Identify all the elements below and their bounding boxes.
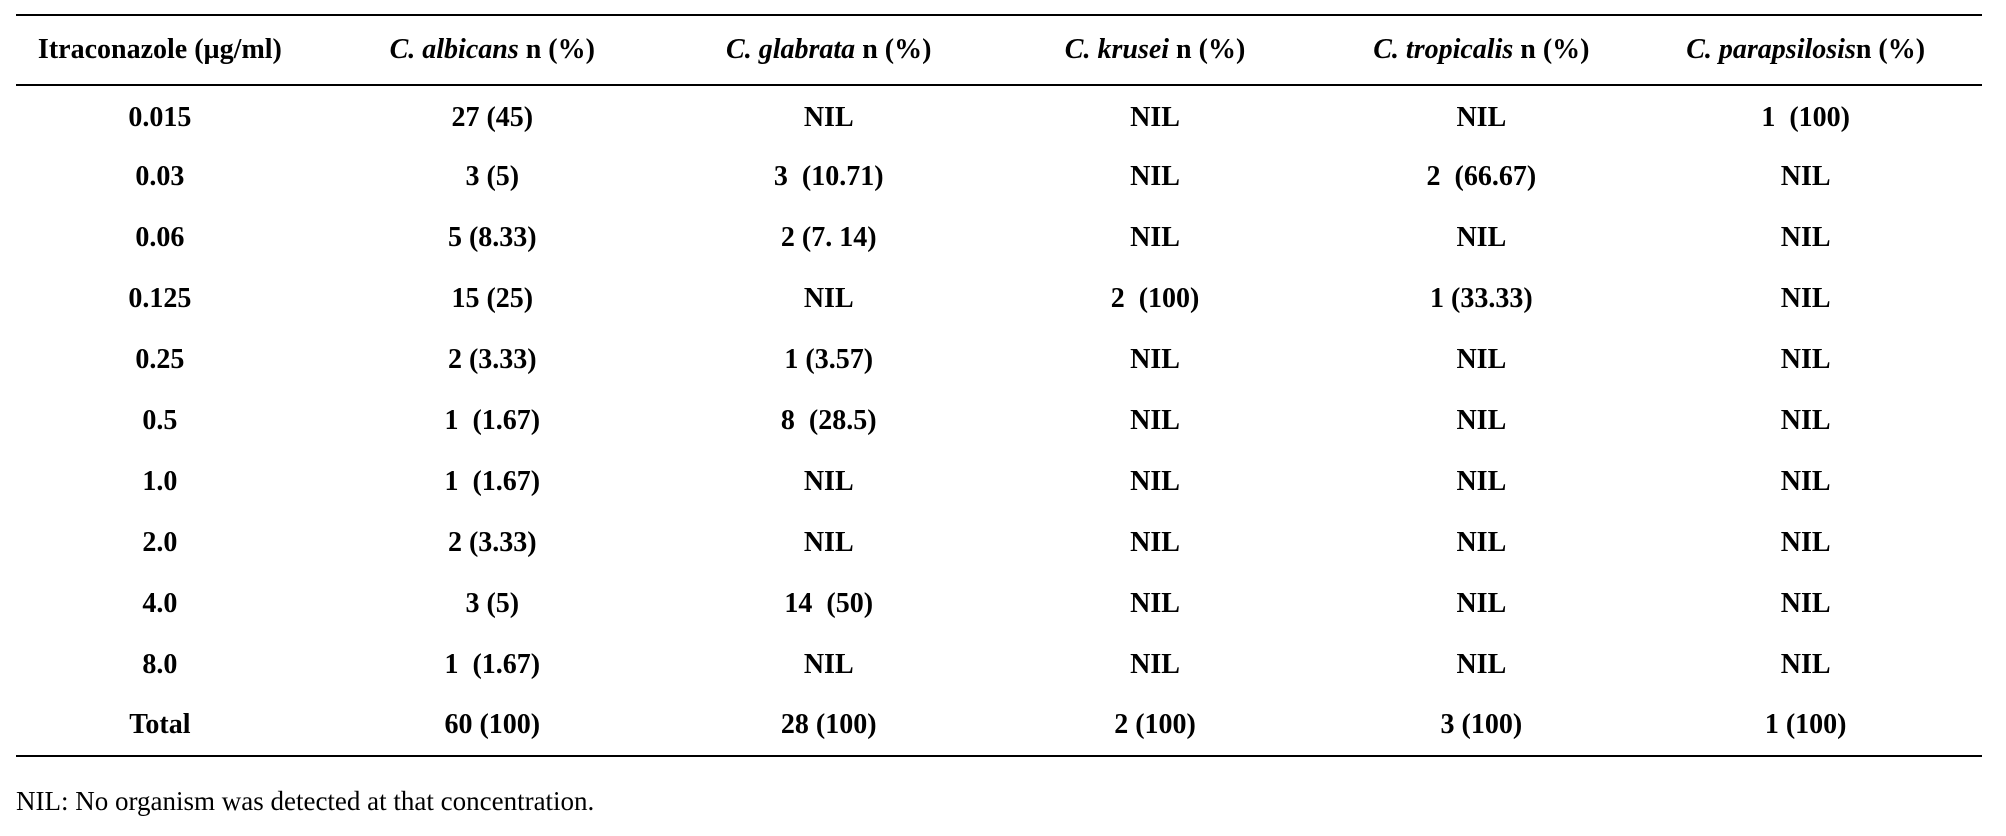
table-cell: NIL <box>1780 404 1831 436</box>
table-cell: NIL <box>803 465 854 497</box>
table-row <box>16 85 1982 146</box>
table-cell: NIL <box>1130 648 1180 680</box>
table-cell: 0.5 <box>142 404 178 436</box>
header-c-albicans: C. albicans n (%) <box>389 34 595 65</box>
itraconazole-mic-table <box>16 14 1982 757</box>
table-cell: 2.0 <box>142 526 178 558</box>
table-row <box>16 573 1982 634</box>
table-cell: 2 (7. 14) <box>780 221 877 253</box>
table-cell: 3 (100) <box>1440 709 1523 740</box>
table-cell: 0.25 <box>135 343 185 375</box>
table-cell: NIL <box>803 648 854 680</box>
table-cell: 3 (5) <box>465 160 520 192</box>
table-cell: 2 (100) <box>1110 282 1200 314</box>
table-cell: NIL <box>1130 465 1180 497</box>
table-row <box>16 268 1982 329</box>
table-header <box>16 15 1982 85</box>
table-cell: 1 (33.33) <box>1430 282 1533 314</box>
table-cell: NIL <box>1130 526 1180 558</box>
header-c-glabrata: C. glabrata n (%) <box>726 34 932 65</box>
table-cell: 3 (10.71) <box>773 160 884 192</box>
table-cell: NIL <box>1456 526 1507 558</box>
table-cell: 28 (100) <box>780 709 877 740</box>
table-cell: 1 (1.67) <box>444 648 541 680</box>
table-cell: 1 (1.67) <box>444 404 541 436</box>
table-cell: 0.125 <box>128 282 192 314</box>
table-cell: NIL <box>1780 648 1831 680</box>
table-cell: NIL <box>1130 587 1180 619</box>
table-row <box>16 146 1982 207</box>
table-row <box>16 512 1982 573</box>
table-cell: 2 (100) <box>1114 709 1196 740</box>
table-cell: 1 (100) <box>1764 709 1847 740</box>
header-concentration: Itraconazole (µg/ml) <box>37 34 282 65</box>
table-cell: NIL <box>1130 102 1180 133</box>
table-cell: NIL <box>1780 343 1831 375</box>
table-cell: NIL <box>1130 160 1180 192</box>
table-body <box>16 85 1982 756</box>
table-cell: 8 (28.5) <box>780 404 877 436</box>
table-cell: NIL <box>1780 160 1831 192</box>
table-row <box>16 451 1982 512</box>
header-row <box>16 15 1982 85</box>
table-cell: 0.06 <box>135 221 185 253</box>
mic-table-container <box>16 14 1982 757</box>
table-cell: 2 (3.33) <box>447 343 537 375</box>
table-row <box>16 207 1982 268</box>
table-cell: 14 (50) <box>784 587 874 619</box>
table-cell: NIL <box>1780 282 1831 314</box>
table-cell: NIL <box>1456 343 1507 375</box>
table-cell: NIL <box>1130 404 1180 436</box>
table-cell: 0.015 <box>128 102 192 133</box>
table-cell: NIL <box>1780 221 1831 253</box>
table-cell: 1 (3.57) <box>784 343 874 375</box>
total-row <box>16 695 1982 756</box>
table-cell: NIL <box>803 282 854 314</box>
table-cell: 1 (1.67) <box>444 465 541 497</box>
table-cell: 60 (100) <box>444 709 541 740</box>
table-cell: 1.0 <box>142 465 178 497</box>
table-cell: 5 (8.33) <box>447 221 537 253</box>
table-cell: NIL <box>1780 587 1831 619</box>
table-cell: 8.0 <box>142 648 178 680</box>
header-c-parapsilosis: C. parapsilosisn (%) <box>1686 34 1926 65</box>
table-cell: NIL <box>1456 404 1507 436</box>
table-cell: NIL <box>1130 221 1180 253</box>
table-cell: 15 (25) <box>451 282 534 314</box>
table-cell: NIL <box>803 102 854 133</box>
table-cell: 1 (100) <box>1761 102 1850 133</box>
header-c-krusei: C. krusei n (%) <box>1064 34 1246 65</box>
table-cell: 4.0 <box>142 587 178 619</box>
table-cell: 0.03 <box>135 160 185 192</box>
table-cell: NIL <box>1456 102 1507 133</box>
table-cell: NIL <box>803 526 854 558</box>
table-footnote: NIL: No organism was detected at that concentration. <box>16 786 595 816</box>
table-cell: NIL <box>1130 343 1180 375</box>
header-c-tropicalis: C. tropicalis n (%) <box>1373 34 1590 65</box>
table-cell: Total <box>129 709 191 740</box>
table-cell: NIL <box>1456 587 1507 619</box>
table-row <box>16 390 1982 451</box>
table-cell: 27 (45) <box>451 102 534 133</box>
table-row <box>16 329 1982 390</box>
table-row <box>16 634 1982 695</box>
table-cell: NIL <box>1456 465 1507 497</box>
table-cell: NIL <box>1780 465 1831 497</box>
table-cell: NIL <box>1780 526 1831 558</box>
table-cell: NIL <box>1456 648 1507 680</box>
table-cell: NIL <box>1456 221 1507 253</box>
table-cell: 3 (5) <box>465 587 520 619</box>
table-cell: 2 (66.67) <box>1426 160 1537 192</box>
table-cell: 2 (3.33) <box>447 526 537 558</box>
